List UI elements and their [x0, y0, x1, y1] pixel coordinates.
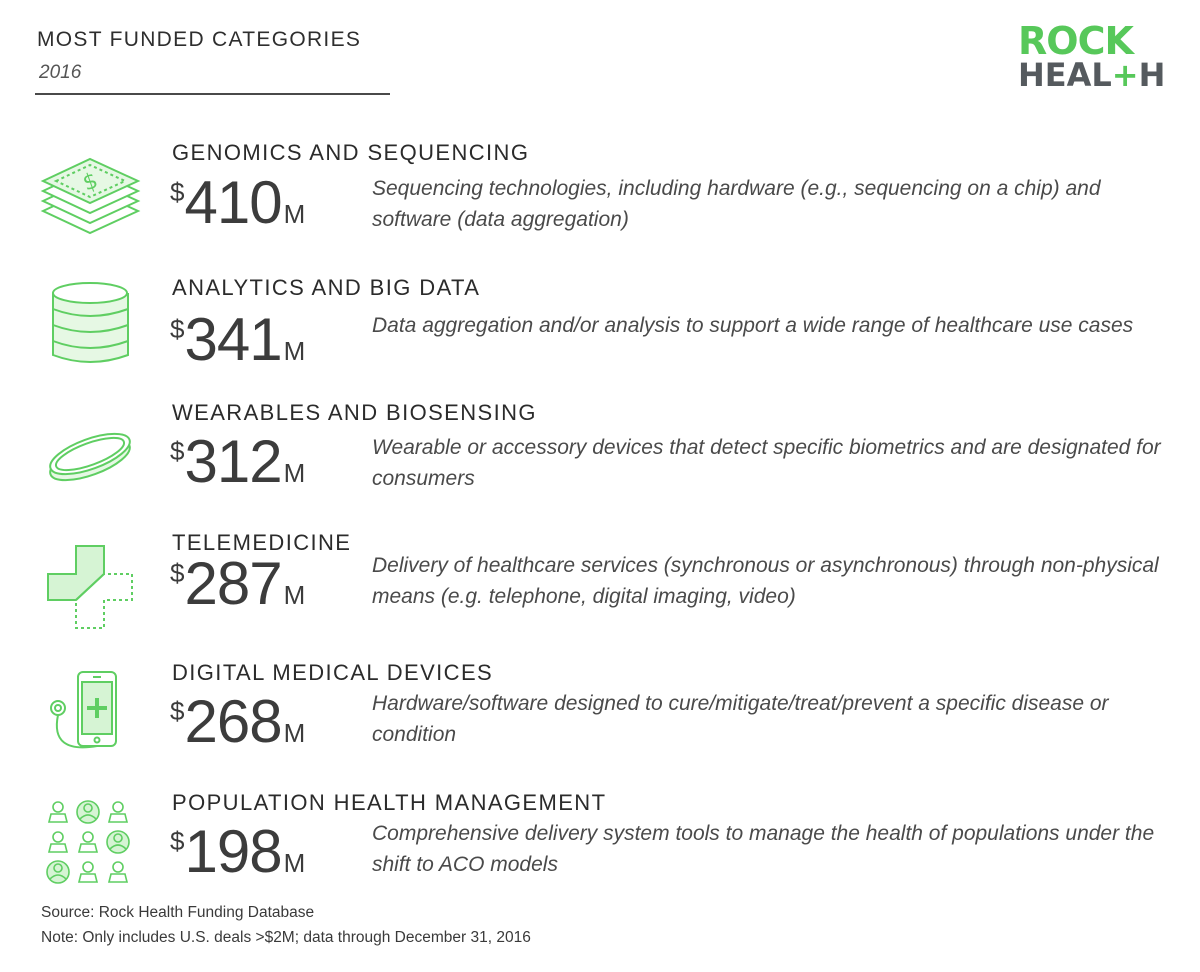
header-divider [35, 93, 390, 95]
amount-value: 410 [184, 169, 282, 236]
amount-value: 268 [184, 688, 282, 755]
category-wearables [0, 398, 1200, 528]
wristband-icon [38, 416, 143, 521]
rock-health-logo [1018, 19, 1166, 94]
amount-unit: M [283, 458, 306, 488]
category-name: WEARABLES AND BIOSENSING [172, 400, 537, 425]
category-population-health [0, 788, 1200, 918]
category-analytics [0, 272, 1200, 402]
amount-currency: $ [170, 826, 185, 856]
amount-currency: $ [170, 177, 185, 207]
category-amount [170, 688, 306, 755]
category-name: GENOMICS AND SEQUENCING [172, 140, 530, 165]
category-description: Wearable or accessory devices that detect specific biometrics and are designated for consumers [372, 436, 1161, 490]
logo-line-2-b: H [1138, 56, 1166, 94]
category-amount [170, 428, 306, 495]
amount-value: 287 [184, 550, 282, 617]
svg-text:$: $ [79, 168, 102, 197]
category-description: Comprehensive delivery system tools to manage the health of populations under the shift to ACO models [372, 822, 1155, 876]
category-amount [170, 169, 306, 236]
category-name: ANALYTICS AND BIG DATA [172, 275, 481, 300]
person-icon [49, 802, 67, 822]
amount-unit: M [283, 848, 306, 878]
split-medical-cross-icon [38, 540, 143, 645]
category-name: POPULATION HEALTH MANAGEMENT [172, 790, 607, 815]
category-telemedicine [0, 528, 1200, 658]
amount-value: 341 [184, 306, 282, 373]
footer-source: Source: Rock Health Funding Database [41, 904, 315, 921]
amount-unit: M [283, 718, 306, 748]
category-digital-medical-devices [0, 658, 1200, 788]
page-subtitle-year: 2016 [39, 62, 82, 83]
category-genomics [0, 135, 1200, 265]
page-title: MOST FUNDED CATEGORIES [37, 28, 362, 51]
logo-line-1: ROCK [1018, 19, 1133, 63]
amount-currency: $ [170, 436, 185, 466]
logo-plus: + [1111, 56, 1139, 94]
category-description: Sequencing technologies, including hardware (e.g., sequencing on a chip) and software (data aggregation) [372, 177, 1101, 231]
category-amount [170, 306, 306, 373]
logo-line-2 [1018, 56, 1166, 94]
amount-currency: $ [170, 696, 185, 726]
category-name: DIGITAL MEDICAL DEVICES [172, 660, 494, 685]
people-grid-icon [38, 798, 143, 903]
amount-currency: $ [170, 558, 185, 588]
stacked-money-layers-icon [38, 143, 143, 248]
category-description: Data aggregation and/or analysis to support a wide range of healthcare use cases [372, 314, 1134, 337]
amount-value: 312 [184, 428, 282, 495]
phone-with-sensor-icon [38, 668, 143, 773]
category-name: TELEMEDICINE [172, 530, 352, 555]
category-description: Delivery of healthcare services (synchronous or asynchronous) through non-physical means (e.g. telephone, digital imaging, video) [372, 554, 1159, 608]
amount-value: 198 [184, 818, 282, 885]
amount-unit: M [283, 336, 306, 366]
amount-unit: M [283, 199, 306, 229]
amount-currency: $ [170, 314, 185, 344]
category-amount [170, 818, 306, 885]
category-amount [170, 550, 306, 617]
category-description: Hardware/software designed to cure/mitigate/treat/prevent a specific disease or condition [372, 692, 1109, 746]
database-cylinder-icon [38, 277, 143, 382]
logo-line-2-a: HEAL [1018, 56, 1112, 94]
footer-note: Note: Only includes U.S. deals >$2M; data through December 31, 2016 [41, 929, 531, 946]
amount-unit: M [283, 580, 306, 610]
